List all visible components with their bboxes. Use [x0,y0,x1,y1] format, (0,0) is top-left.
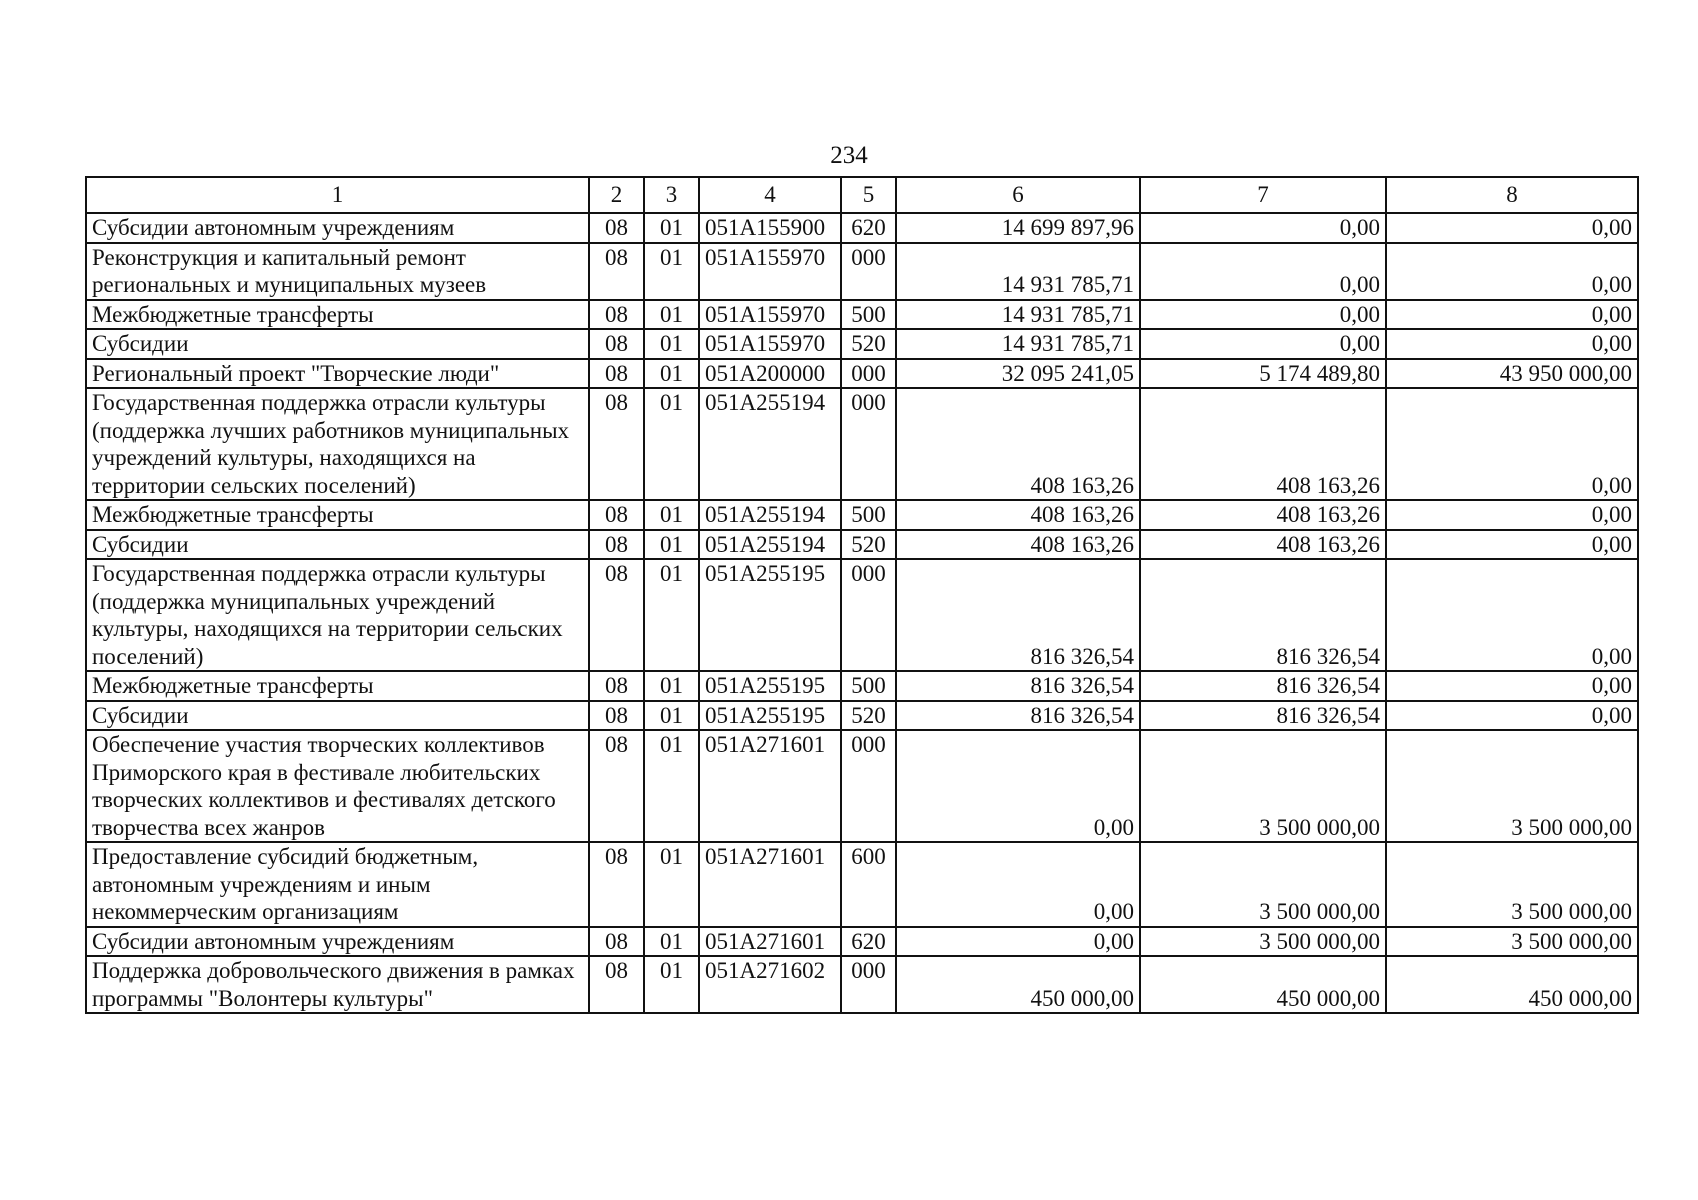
row-name: Субсидии [86,530,589,560]
amount-col6: 14 931 785,71 [896,243,1140,300]
amount-col6: 408 163,26 [896,530,1140,560]
target-article-code: 051A255195 [699,671,841,701]
section-code: 08 [589,530,644,560]
amount-col6: 816 326,54 [896,671,1140,701]
row-name: Межбюджетные трансферты [86,671,589,701]
column-header: 8 [1386,177,1638,213]
subsection-code: 01 [644,701,699,731]
subsection-code: 01 [644,329,699,359]
amount-col7: 816 326,54 [1140,701,1386,731]
row-name: Обеспечение участия творческих коллективов Приморского края в фестивале любительских творческих коллективов и фестивалях детского творчества всех жанров [86,730,589,842]
table-row [86,956,1638,1013]
expense-type-code: 500 [841,300,896,330]
table-row [86,329,1638,359]
expense-type-code: 000 [841,730,896,842]
amount-col7: 408 163,26 [1140,530,1386,560]
target-article-code: 051A255194 [699,500,841,530]
amount-col7: 3 500 000,00 [1140,927,1386,957]
row-name: Межбюджетные трансферты [86,300,589,330]
amount-col8: 3 500 000,00 [1386,842,1638,927]
column-header: 5 [841,177,896,213]
target-article-code: 051A155970 [699,329,841,359]
amount-col8: 43 950 000,00 [1386,359,1638,389]
section-code: 08 [589,300,644,330]
table-row [86,701,1638,731]
target-article-code: 051A255195 [699,701,841,731]
expense-type-code: 000 [841,359,896,389]
expense-type-code: 000 [841,559,896,671]
table-row [86,300,1638,330]
amount-col7: 816 326,54 [1140,559,1386,671]
amount-col8: 0,00 [1386,300,1638,330]
subsection-code: 01 [644,559,699,671]
section-code: 08 [589,927,644,957]
column-header: 7 [1140,177,1386,213]
target-article-code: 051A255194 [699,530,841,560]
row-name: Субсидии [86,701,589,731]
column-header: 3 [644,177,699,213]
amount-col8: 0,00 [1386,530,1638,560]
amount-col8: 0,00 [1386,213,1638,243]
amount-col7: 0,00 [1140,213,1386,243]
amount-col6: 0,00 [896,730,1140,842]
row-name: Поддержка добровольческого движения в рамках программы "Волонтеры культуры" [86,956,589,1013]
amount-col7: 3 500 000,00 [1140,842,1386,927]
amount-col6: 816 326,54 [896,701,1140,731]
amount-col7: 816 326,54 [1140,671,1386,701]
amount-col6: 14 931 785,71 [896,329,1140,359]
subsection-code: 01 [644,956,699,1013]
table-row [86,213,1638,243]
row-name: Субсидии автономным учреждениям [86,927,589,957]
amount-col7: 0,00 [1140,300,1386,330]
row-name: Региональный проект "Творческие люди" [86,359,589,389]
target-article-code: 051A255194 [699,388,841,500]
target-article-code: 051A155970 [699,243,841,300]
subsection-code: 01 [644,671,699,701]
header-row [86,177,1638,213]
amount-col6: 0,00 [896,842,1140,927]
row-name: Реконструкция и капитальный ремонт региональных и муниципальных музеев [86,243,589,300]
expense-type-code: 600 [841,842,896,927]
amount-col7: 5 174 489,80 [1140,359,1386,389]
amount-col6: 14 931 785,71 [896,300,1140,330]
amount-col6: 0,00 [896,927,1140,957]
subsection-code: 01 [644,842,699,927]
section-code: 08 [589,329,644,359]
column-header: 1 [86,177,589,213]
amount-col8: 0,00 [1386,559,1638,671]
table-row [86,530,1638,560]
subsection-code: 01 [644,213,699,243]
section-code: 08 [589,359,644,389]
subsection-code: 01 [644,500,699,530]
amount-col8: 0,00 [1386,671,1638,701]
section-code: 08 [589,500,644,530]
table-row [86,671,1638,701]
expense-type-code: 620 [841,213,896,243]
row-name: Межбюджетные трансферты [86,500,589,530]
subsection-code: 01 [644,300,699,330]
amount-col6: 450 000,00 [896,956,1140,1013]
expense-type-code: 000 [841,956,896,1013]
column-header: 6 [896,177,1140,213]
expense-type-code: 500 [841,500,896,530]
target-article-code: 051A271601 [699,730,841,842]
section-code: 08 [589,671,644,701]
subsection-code: 01 [644,359,699,389]
subsection-code: 01 [644,730,699,842]
subsection-code: 01 [644,530,699,560]
target-article-code: 051A255195 [699,559,841,671]
amount-col6: 408 163,26 [896,388,1140,500]
row-name: Государственная поддержка отрасли культуры (поддержка лучших работников муниципальных учреждений культуры, находящихся на территории сельских поселений) [86,388,589,500]
table-row [86,927,1638,957]
expense-type-code: 520 [841,530,896,560]
section-code: 08 [589,842,644,927]
amount-col6: 32 095 241,05 [896,359,1140,389]
amount-col7: 408 163,26 [1140,388,1386,500]
page-number: 234 [830,142,868,169]
column-header: 2 [589,177,644,213]
amount-col8: 3 500 000,00 [1386,927,1638,957]
target-article-code: 051A155900 [699,213,841,243]
amount-col7: 3 500 000,00 [1140,730,1386,842]
expense-type-code: 000 [841,388,896,500]
expense-type-code: 520 [841,329,896,359]
amount-col8: 0,00 [1386,500,1638,530]
amount-col6: 816 326,54 [896,559,1140,671]
table-row [86,730,1638,842]
amount-col6: 408 163,26 [896,500,1140,530]
section-code: 08 [589,730,644,842]
amount-col8: 3 500 000,00 [1386,730,1638,842]
target-article-code: 051A155970 [699,300,841,330]
amount-col7: 0,00 [1140,329,1386,359]
amount-col8: 450 000,00 [1386,956,1638,1013]
amount-col8: 0,00 [1386,388,1638,500]
section-code: 08 [589,956,644,1013]
amount-col7: 450 000,00 [1140,956,1386,1013]
target-article-code: 051A271601 [699,842,841,927]
table-row [86,243,1638,300]
row-name: Предоставление субсидий бюджетным, автономным учреждениям и иным некоммерческим организациям [86,842,589,927]
table-row [86,559,1638,671]
amount-col8: 0,00 [1386,329,1638,359]
amount-col6: 14 699 897,96 [896,213,1140,243]
expense-type-code: 000 [841,243,896,300]
table-row [86,388,1638,500]
section-code: 08 [589,388,644,500]
section-code: 08 [589,213,644,243]
table-row [86,842,1638,927]
amount-col7: 408 163,26 [1140,500,1386,530]
target-article-code: 051A271602 [699,956,841,1013]
row-name: Субсидии автономным учреждениям [86,213,589,243]
column-header: 4 [699,177,841,213]
subsection-code: 01 [644,927,699,957]
expense-type-code: 620 [841,927,896,957]
table-row [86,359,1638,389]
section-code: 08 [589,701,644,731]
budget-table [85,176,1639,1014]
target-article-code: 051A271601 [699,927,841,957]
section-code: 08 [589,243,644,300]
subsection-code: 01 [644,388,699,500]
subsection-code: 01 [644,243,699,300]
amount-col7: 0,00 [1140,243,1386,300]
row-name: Субсидии [86,329,589,359]
expense-type-code: 520 [841,701,896,731]
row-name: Государственная поддержка отрасли культуры (поддержка муниципальных учреждений культуры, находящихся на территории сельских поселений) [86,559,589,671]
expense-type-code: 500 [841,671,896,701]
table-row [86,500,1638,530]
target-article-code: 051A200000 [699,359,841,389]
amount-col8: 0,00 [1386,243,1638,300]
section-code: 08 [589,559,644,671]
amount-col8: 0,00 [1386,701,1638,731]
